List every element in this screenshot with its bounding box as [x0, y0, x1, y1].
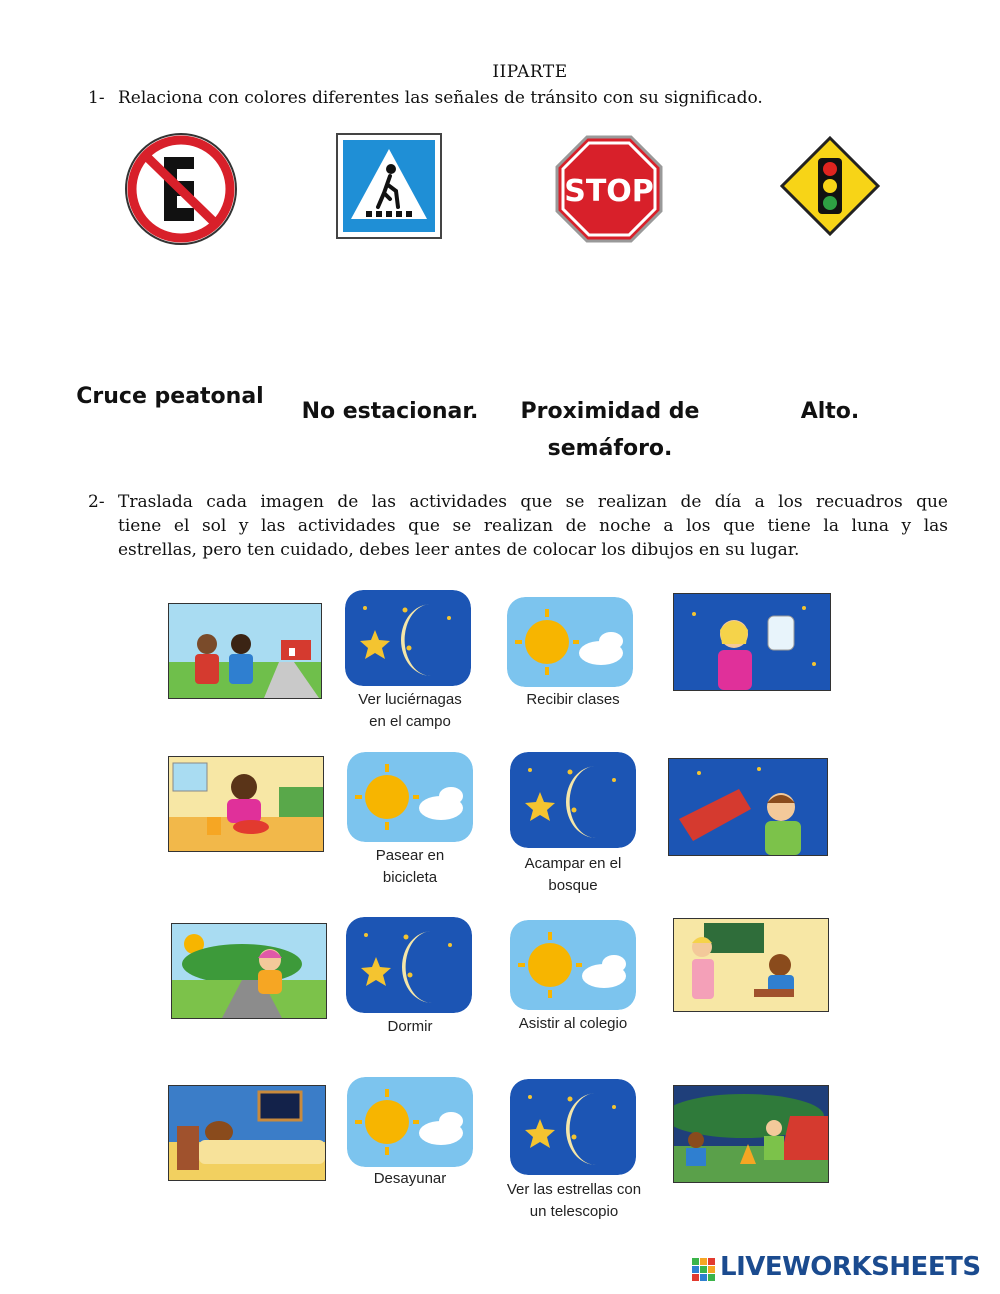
meaning-proximidad-line1: Proximidad de [520, 399, 700, 424]
label-ver-luciernagas-line1: Ver luciérnagas [358, 691, 462, 708]
question-2-line3: estrellas, pero ten cuidado, debes leer antes de colocar los dibujos en su lugar. [118, 540, 800, 560]
meaning-alto[interactable]: Alto. [800, 399, 860, 424]
night-moon-tile [510, 1079, 636, 1175]
liveworksheets-logo-text: LIVEWORKSHEETS [720, 1252, 981, 1282]
label-acampar-bosque [500, 853, 646, 897]
liveworksheets-logo-icon [692, 1258, 716, 1282]
meaning-proximidad-line2: semáforo. [547, 436, 673, 461]
meaning-no-estacionar[interactable]: No estacionar. [301, 399, 479, 424]
part-title: IIPARTE [492, 62, 568, 82]
meaning-proximidad-semaforo[interactable] [500, 393, 720, 467]
label-pasear-line2: bicicleta [382, 869, 438, 886]
label-acampar-line2: bosque [548, 877, 598, 894]
girl-eating-breakfast-picture[interactable] [168, 756, 324, 852]
label-ver-luciernagas [340, 689, 480, 733]
no-parking-sign-icon [124, 132, 238, 246]
boy-with-telescope-picture[interactable] [668, 758, 828, 856]
question-2-number: 2- [88, 492, 105, 512]
svg-text:STOP: STOP [564, 174, 654, 209]
question-2-line2: tiene el sol y las actividades que se realizan de noche a los que tiene la luna y las [118, 516, 948, 536]
day-sun-tile [347, 1077, 473, 1167]
label-pasear-bicicleta [340, 845, 480, 889]
label-desayunar: Desayunar [373, 1170, 447, 1187]
question-1-number: 1- [88, 88, 105, 108]
label-acampar-line1: Acampar en el [524, 855, 622, 872]
child-sleeping-picture[interactable] [168, 1085, 326, 1181]
label-ver-estrellas-line2: un telescopio [529, 1203, 619, 1220]
question-1-text: Relaciona con colores diferentes las señales de tránsito con su significado. [118, 88, 763, 108]
day-sun-tile [507, 597, 633, 687]
label-ver-estrellas [494, 1179, 654, 1223]
label-ver-luciernagas-line2: en el campo [369, 713, 451, 730]
pedestrian-crossing-sign-icon [336, 133, 442, 239]
label-pasear-line1: Pasear en [375, 847, 445, 864]
children-walking-to-school-picture[interactable] [168, 603, 322, 699]
day-sun-tile [510, 920, 636, 1010]
traffic-light-ahead-sign-icon [780, 136, 880, 236]
label-recibir-clases: Recibir clases [526, 691, 620, 708]
night-moon-tile [345, 590, 471, 686]
girl-with-firefly-jar-picture[interactable] [673, 593, 831, 691]
label-ver-estrellas-line1: Ver las estrellas con [506, 1181, 642, 1198]
label-asistir-colegio: Asistir al colegio [518, 1015, 628, 1032]
stop-sign-icon [555, 135, 663, 243]
label-dormir: Dormir [387, 1018, 433, 1035]
girl-riding-bicycle-picture[interactable] [171, 923, 327, 1019]
meaning-cruce-peatonal[interactable]: Cruce peatonal [76, 384, 264, 409]
question-2-line1: Traslada cada imagen de las actividades que se realizan de día a los recuadros que [118, 492, 948, 512]
question-2-text [118, 490, 948, 562]
children-camping-picture[interactable] [673, 1085, 829, 1183]
night-moon-tile [510, 752, 636, 848]
day-sun-tile [347, 752, 473, 842]
teacher-in-classroom-picture[interactable] [673, 918, 829, 1012]
night-moon-tile [346, 917, 472, 1013]
